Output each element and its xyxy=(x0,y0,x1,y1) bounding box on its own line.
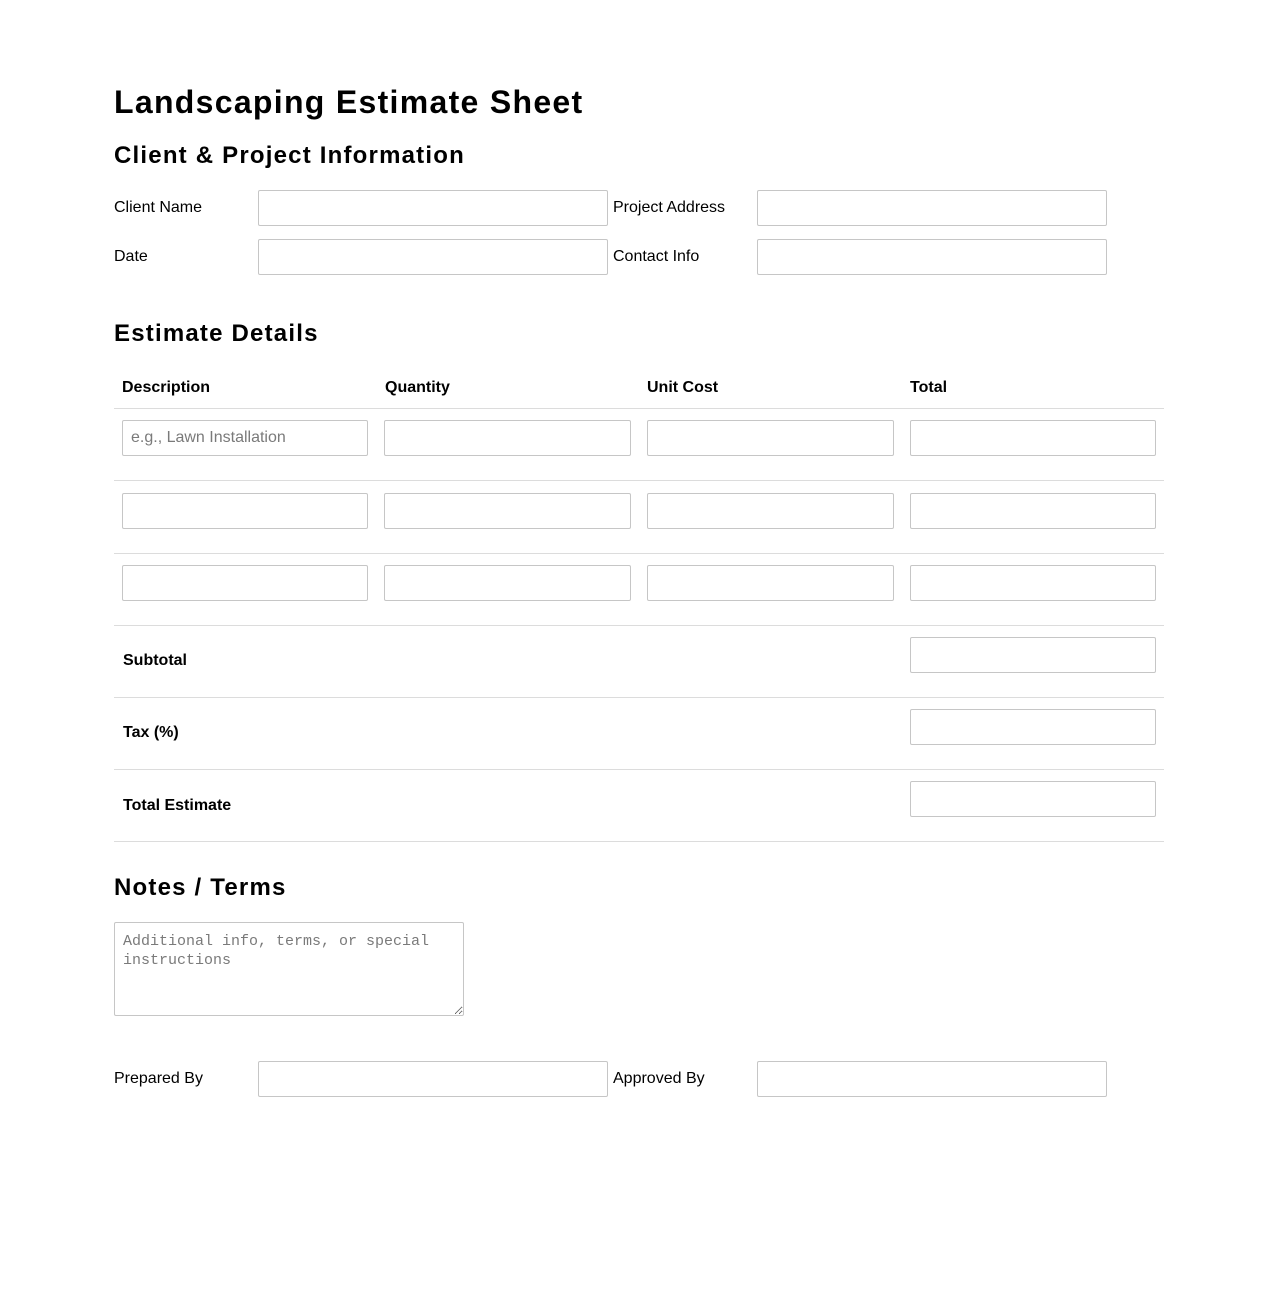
prepared-by-label: Prepared By xyxy=(114,1070,203,1087)
row-1-quantity-input[interactable] xyxy=(384,420,631,456)
table-divider xyxy=(114,408,1164,409)
subtotal-label: Subtotal xyxy=(123,652,187,669)
tax-input[interactable] xyxy=(910,709,1156,745)
client-name-input[interactable] xyxy=(258,190,608,226)
row-3-total-input[interactable] xyxy=(910,565,1156,601)
page-title: Landscaping Estimate Sheet xyxy=(114,84,584,120)
row-1-description-input[interactable] xyxy=(122,420,368,456)
date-input[interactable] xyxy=(258,239,608,275)
table-divider xyxy=(114,697,1164,698)
column-header-description: Description xyxy=(122,379,211,396)
estimate-section-heading: Estimate Details xyxy=(114,320,319,347)
row-3-unit-cost-input[interactable] xyxy=(647,565,894,601)
column-header-total: Total xyxy=(910,379,948,396)
table-divider xyxy=(114,553,1164,554)
table-divider xyxy=(114,480,1164,481)
total-estimate-label: Total Estimate xyxy=(123,797,232,814)
row-3-quantity-input[interactable] xyxy=(384,565,631,601)
total-estimate-input[interactable] xyxy=(910,781,1156,817)
row-2-description-input[interactable] xyxy=(122,493,368,529)
row-2-total-input[interactable] xyxy=(910,493,1156,529)
row-1-unit-cost-input[interactable] xyxy=(647,420,894,456)
contact-info-label: Contact Info xyxy=(613,248,700,265)
table-divider xyxy=(114,769,1164,770)
table-divider xyxy=(114,625,1164,626)
approved-by-label: Approved By xyxy=(613,1070,705,1087)
contact-info-input[interactable] xyxy=(757,239,1107,275)
prepared-by-input[interactable] xyxy=(258,1061,608,1097)
tax-label: Tax (%) xyxy=(123,724,179,741)
project-address-input[interactable] xyxy=(757,190,1107,226)
client-name-label: Client Name xyxy=(114,199,203,216)
date-label: Date xyxy=(114,248,148,265)
column-header-unit-cost: Unit Cost xyxy=(647,379,719,396)
subtotal-input[interactable] xyxy=(910,637,1156,673)
notes-textarea[interactable] xyxy=(114,922,464,1016)
row-3-description-input[interactable] xyxy=(122,565,368,601)
row-2-unit-cost-input[interactable] xyxy=(647,493,894,529)
row-2-quantity-input[interactable] xyxy=(384,493,631,529)
approved-by-input[interactable] xyxy=(757,1061,1107,1097)
table-divider xyxy=(114,841,1164,842)
row-1-total-input[interactable] xyxy=(910,420,1156,456)
project-address-label: Project Address xyxy=(613,199,726,216)
notes-section-heading: Notes / Terms xyxy=(114,874,287,901)
client-section-heading: Client & Project Information xyxy=(114,142,465,169)
column-header-quantity: Quantity xyxy=(385,379,450,396)
